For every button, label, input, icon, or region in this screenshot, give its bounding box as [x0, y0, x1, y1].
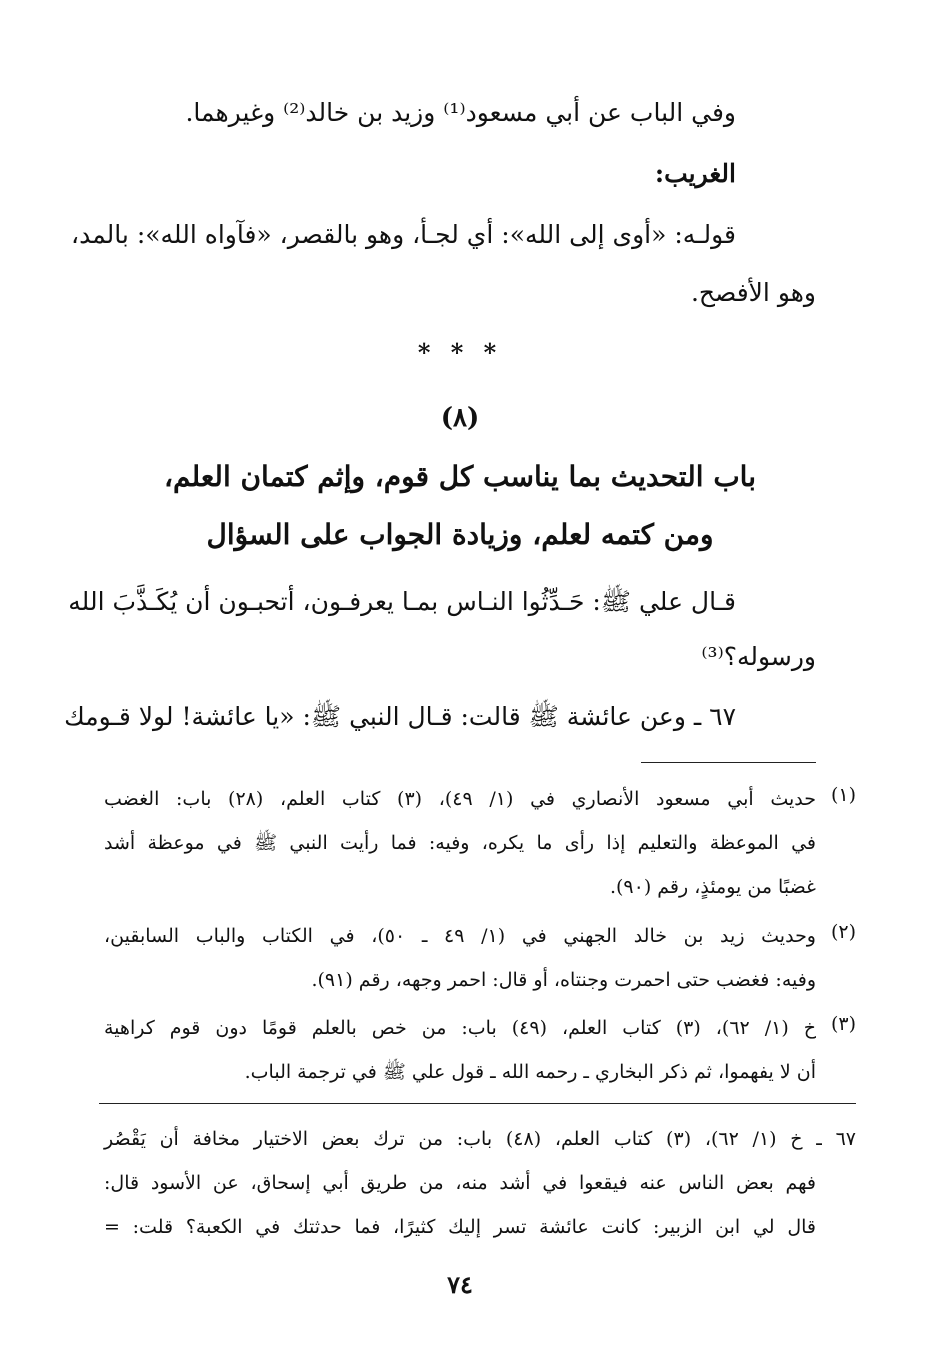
takhrij-line: فهم بعض الناس عنه فيقعوا في أشد منه، من طريق أبي إسحاق، عن الأسود قال:	[104, 1172, 816, 1194]
page-number: ٧٤	[447, 1270, 473, 1299]
intro-line: وفي الباب عن أبي مسعود⁽¹⁾ وزيد بن خالد⁽²⁾ وغيرهما.	[185, 98, 736, 127]
footnote-line: وحديث زيد بن خالد الجهني في (١/ ٤٩ ـ ٥٠)، في الكتاب والباب السابقين،	[104, 925, 816, 947]
takhrij-divider	[99, 1103, 856, 1104]
footnote-number: (٣)	[830, 1013, 856, 1035]
ali-quote-line-end: ورسوله؟⁽³⁾	[701, 642, 816, 671]
footnote-line: وفيه: فغضب حتى احمرت وجنتاه، أو قال: احمر وجهه، رقم (٩١).	[311, 969, 816, 991]
section-separator: * * *	[417, 338, 503, 367]
hadith-line: ٦٧ ـ وعن عائشة ﷺ قالت: قـال النبي ﷺ: «يا عائشة! لولا قـومك	[64, 702, 736, 731]
footnote-line: حديث أبي مسعود الأنصاري في (١/ ٤٩)، (٣) كتاب العلم، (٢٨) باب: الغضب	[104, 788, 816, 810]
footnote-number: (١)	[830, 784, 856, 806]
takhrij-line: ٦٧ ـ خ (١/ ٦٢)، (٣) كتاب العلم، (٤٨) باب: من ترك بعض الاختيار مخافة أن يَقْصُر	[104, 1128, 856, 1150]
chapter-title-line: ومن كتمه لعلم، وزيادة الجواب على السؤال	[206, 518, 714, 551]
ali-quote-line: قـال علي ﷺ: حَـدِّثُوا النـاس بمـا يعرفـون، أتحبـون أن يُكَـذَّبَ الله	[68, 587, 736, 616]
footnote-line: أن لا يفهموا، ثم ذكر البخاري ـ رحمه الله ـ قول علي ﷺ في ترجمة الباب.	[244, 1061, 816, 1083]
gharib-heading: الغريب:	[654, 159, 736, 188]
footnote-number: (٢)	[830, 921, 856, 943]
footnote-line: خ (١/ ٦٢)، (٣) كتاب العلم، (٤٩) باب: من خص بالعلم قومًا دون قوم كراهية	[104, 1017, 817, 1039]
footnote-divider	[641, 762, 816, 763]
footnote-line: غضبًا من يومئذٍ، رقم (٩٠).	[609, 876, 816, 898]
chapter-title-line: باب التحديث بما يناسب كل قوم، وإثم كتمان العلم،	[163, 460, 757, 493]
gharib-text-line: قولـه: «أوى إلى الله»: أي لجـأ، وهو بالقصر، «فآواه الله»: بالمد،	[71, 220, 736, 249]
page-body	[64, 0, 856, 1368]
chapter-number: (٨)	[440, 403, 480, 433]
footnote-line: في الموعظة والتعليم إذا رأى ما يكره، وفيه: فما رأيت النبي ﷺ في موعظة أشد	[104, 832, 816, 854]
takhrij-line: قال لي ابن الزبير: كانت عائشة تسر إليك كثيرًا، فما حدثتك في الكعبة؟ قلت: =	[104, 1216, 816, 1238]
gharib-text-line-end: وهو الأفصح.	[690, 278, 816, 307]
